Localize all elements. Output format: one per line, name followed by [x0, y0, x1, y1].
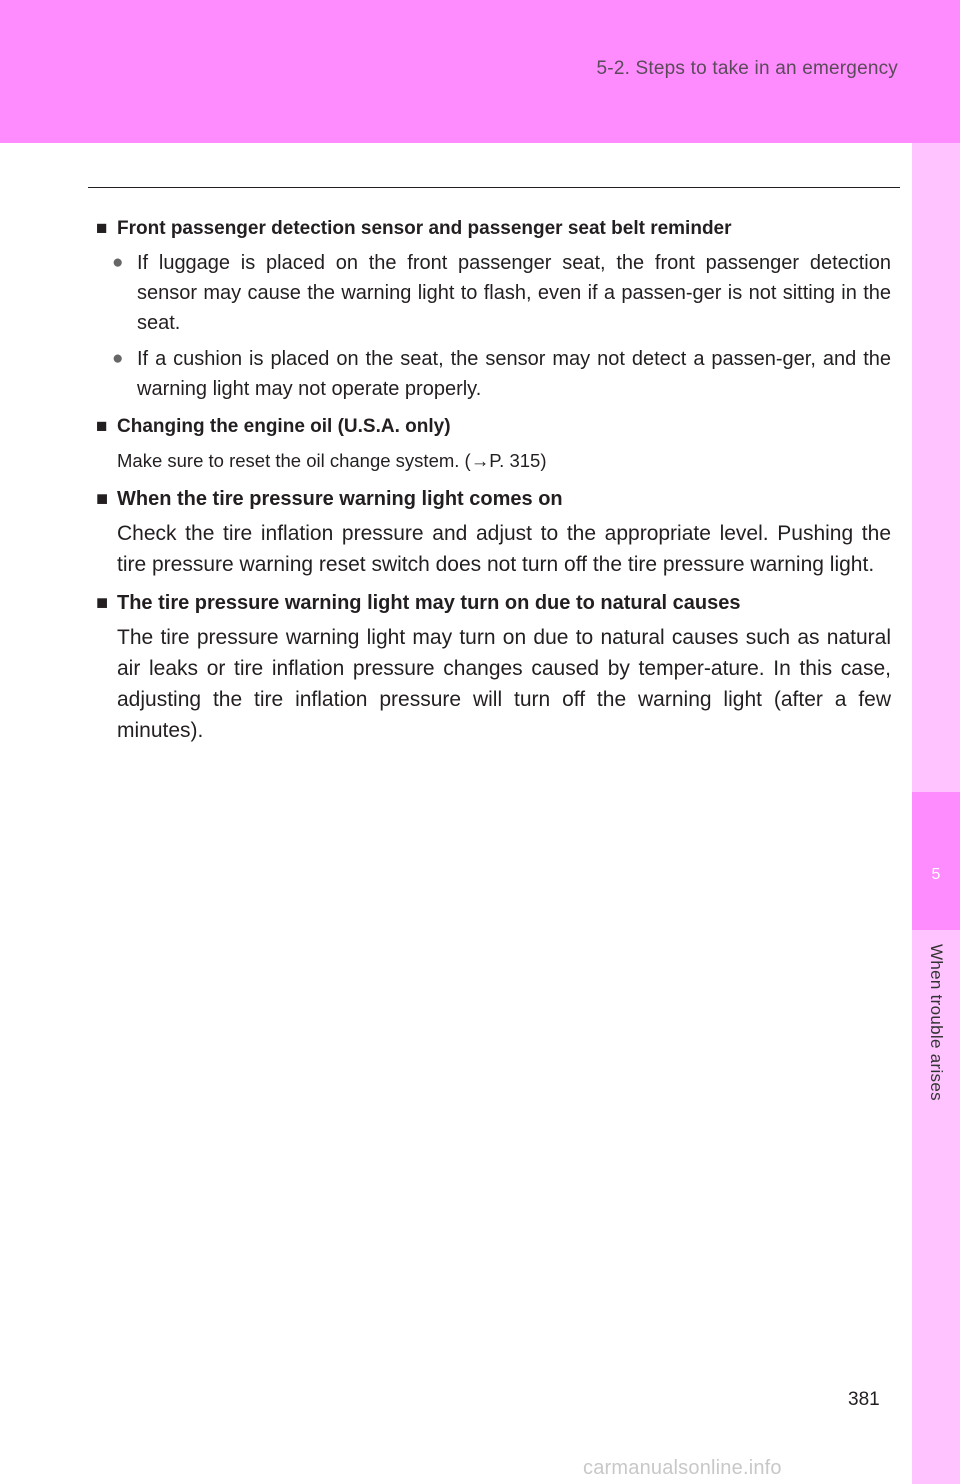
page-content — [96, 214, 891, 746]
section-body-text: Make sure to reset the oil change system. (→P. 315) — [117, 450, 547, 471]
circle-bullet-icon: ● — [112, 252, 124, 273]
circle-bullet-icon: ● — [112, 348, 124, 369]
chapter-title: When trouble arises — [927, 944, 946, 1101]
section-heading — [96, 412, 891, 442]
section-heading-text: Front passenger detection sensor and passenger seat belt reminder — [117, 218, 732, 239]
square-bullet-icon: ■ — [96, 488, 109, 510]
list-item-text: If luggage is placed on the front passenger seat, the front passenger detection sensor may cause the warning light to flash, even if a passen-ger is not sitting in the seat. — [137, 252, 891, 334]
section-tire-warning-natural — [96, 588, 891, 746]
section-body-text: Check the tire inflation pressure and adjust to the appropriate level. Pushing the tire pressure warning reset switch does not turn off the tire pressure warning light. — [117, 522, 891, 576]
section-engine-oil — [96, 412, 891, 476]
square-bullet-icon: ■ — [96, 416, 108, 437]
list-item — [96, 344, 891, 404]
section-body-text: The tire pressure warning light may turn on due to natural causes such as natural air leaks or tire inflation pressure changes caused by temper-ature. In this case, adjusting the tire inflation pressure will turn off the warning light (after a few minutes). — [117, 626, 891, 742]
watermark-text: carmanualsonline.info — [583, 1457, 782, 1479]
section-heading — [96, 214, 891, 244]
section-title: 5-2. Steps to take in an emergency — [596, 58, 898, 79]
section-heading-text: When the tire pressure warning light comes on — [117, 488, 563, 510]
section-tire-warning-on — [96, 484, 891, 580]
section-front-passenger-sensor — [96, 214, 891, 404]
section-heading — [96, 588, 891, 618]
square-bullet-icon: ■ — [96, 592, 109, 614]
chapter-number-box — [912, 792, 960, 930]
list-item-text: If a cushion is placed on the seat, the sensor may not detect a passen-ger, and the warning light may not operate properly. — [137, 348, 891, 400]
section-heading-text: The tire pressure warning light may turn on due to natural causes — [117, 592, 741, 614]
list-item — [96, 248, 891, 338]
top-rule-divider — [88, 187, 900, 188]
chapter-number: 5 — [931, 866, 941, 883]
section-heading-text: Changing the engine oil (U.S.A. only) — [117, 416, 451, 437]
square-bullet-icon: ■ — [96, 218, 108, 239]
page-number: 381 — [848, 1389, 880, 1410]
section-heading — [96, 484, 891, 514]
